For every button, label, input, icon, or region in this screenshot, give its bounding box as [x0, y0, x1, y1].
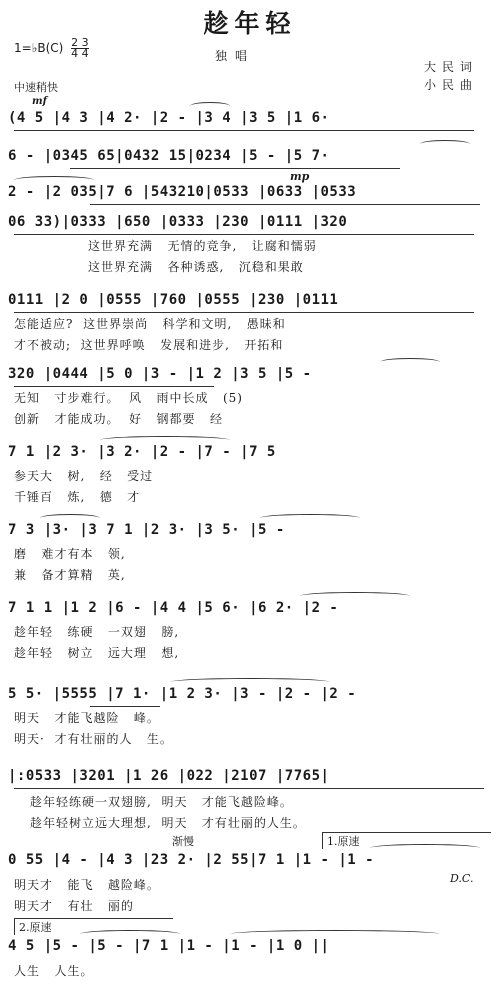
- beat-underline: [90, 204, 480, 205]
- key-signature: [14, 38, 89, 59]
- lyric-verse-1: 明天 才能飞越险 峰。: [14, 711, 160, 725]
- beat-underline: [14, 788, 484, 789]
- lyric-verse-2: 明天才 有壮 丽的: [14, 899, 134, 913]
- slur: [300, 592, 410, 600]
- notation-row-2: 6 - |0345 65|0432 15|0234 |5 - |5 7·: [8, 148, 330, 164]
- tempo-marking: 中速稍快: [14, 81, 58, 94]
- first-ending: 1.原速: [322, 832, 491, 849]
- lyric-verse-2: 兼 备才算精 英,: [14, 568, 126, 582]
- notation-row-6: 320 |0444 |5 0 |3 - |1 2 |3 5 |5 -: [8, 366, 312, 382]
- beat-underline: [14, 386, 214, 387]
- notation-row-11: |:0533 |3201 |1 26 |022 |2107 |7765|: [8, 768, 330, 784]
- slur: [380, 358, 440, 366]
- slur: [40, 514, 100, 522]
- lyric-verse-1: 无知 寸步难行。 风 雨中长成 (5): [14, 391, 243, 405]
- lyricist-credit: 大民词: [423, 60, 478, 74]
- beat-underline: [14, 130, 474, 131]
- slur: [190, 102, 230, 110]
- slur: [14, 176, 94, 184]
- lyric-verse-1: 趁年轻练硬一双翅膀, 明天 才能飞越险峰。: [30, 795, 293, 809]
- song-title: 趁年轻: [203, 9, 297, 38]
- notation-row-9: 7 1 1 |1 2 |6 - |4 4 |5 6· |6 2· |2 -: [8, 600, 339, 616]
- notation-row-12: 0 55 |4 - |4 3 |23 2· |2 55|7 1 |1 - |1 -: [8, 852, 375, 868]
- da-capo-marking: D.C.: [450, 872, 474, 885]
- ritardando-marking: 渐慢: [172, 835, 194, 848]
- slur: [420, 140, 470, 148]
- notation-row-1: (4 5 |4 3 |4 2· |2 - |3 4 |3 5 |1 6·: [8, 110, 330, 126]
- beat-underline: [14, 234, 474, 235]
- lyric-verse-2: 明天· 才有壮丽的人 生。: [14, 732, 173, 746]
- slur: [170, 678, 330, 686]
- slur: [370, 844, 480, 852]
- lyric-verse-2: 趁年轻 树立 远大理 想,: [14, 646, 180, 660]
- lyric-verse-1: 人生 人生。: [14, 964, 94, 978]
- notation-row-3: 2 - |2 035|7 6 |543210|0533 |0633 |0533: [8, 184, 357, 200]
- dynamic-marking: mf: [32, 96, 47, 107]
- lyric-verse-2: 千锤百 炼, 德 才: [14, 490, 141, 504]
- notation-row-4: 06 33)|0333 |650 |0333 |230 |0111 |320: [8, 214, 348, 230]
- notation-row-8: 7 3 |3· |3 7 1 |2 3· |3 5· |5 -: [8, 522, 285, 538]
- slur: [230, 930, 440, 938]
- notation-row-5: 0111 |2 0 |0555 |760 |0555 |230 |0111: [8, 292, 339, 308]
- beat-underline: [70, 168, 400, 169]
- slur: [100, 436, 230, 444]
- performance-type: 独唱: [215, 49, 256, 63]
- notation-row-7: 7 1 |2 3· |3 2· |2 - |7 - |7 5: [8, 444, 276, 460]
- time-top: 2 3: [71, 36, 89, 49]
- time-bottom: 4 4: [71, 47, 89, 60]
- lyric-verse-2: 创新 才能成功。 好 钢都要 经: [14, 412, 223, 426]
- notation-row-13: 4 5 |5 - |5 - |7 1 |1 - |1 - |1 0 ||: [8, 938, 330, 954]
- lyric-verse-2: 才不被动; 这世界呼唤 发展和进步, 开拓和: [14, 338, 284, 352]
- slur: [260, 514, 360, 522]
- beat-underline: [90, 706, 160, 707]
- beat-underline: [14, 312, 474, 313]
- composer-credit: 小民曲: [423, 78, 478, 92]
- lyric-verse-2: 这世界充满 各种诱惑, 沉稳和果敢: [88, 260, 304, 274]
- lyric-verse-1: 明天才 能飞 越险峰。: [14, 878, 160, 892]
- time-signature: [71, 38, 89, 59]
- lyric-verse-1: 趁年轻 练硬 一双翅 膀,: [14, 625, 180, 639]
- lyric-verse-1: 磨 难才有本 领,: [14, 547, 126, 561]
- key-text: 1=♭B(C): [14, 41, 64, 55]
- second-ending: 2.原速: [14, 918, 173, 935]
- lyric-verse-2: 趁年轻树立远大理想, 明天 才有壮丽的人生。: [30, 816, 306, 830]
- mp-marking: mp: [290, 170, 310, 183]
- lyric-verse-1: 这世界充满 无情的竞争, 让腐和懦弱: [88, 239, 317, 253]
- lyric-verse-1: 参天大 树, 经 受过: [14, 469, 154, 483]
- lyric-verse-1: 怎能适应? 这世界崇尚 科学和文明, 愚昧和: [14, 317, 286, 331]
- slur: [80, 930, 180, 938]
- notation-row-10: 5 5· |5555 |7 1· |1 2 3· |3 - |2 - |2 -: [8, 686, 357, 702]
